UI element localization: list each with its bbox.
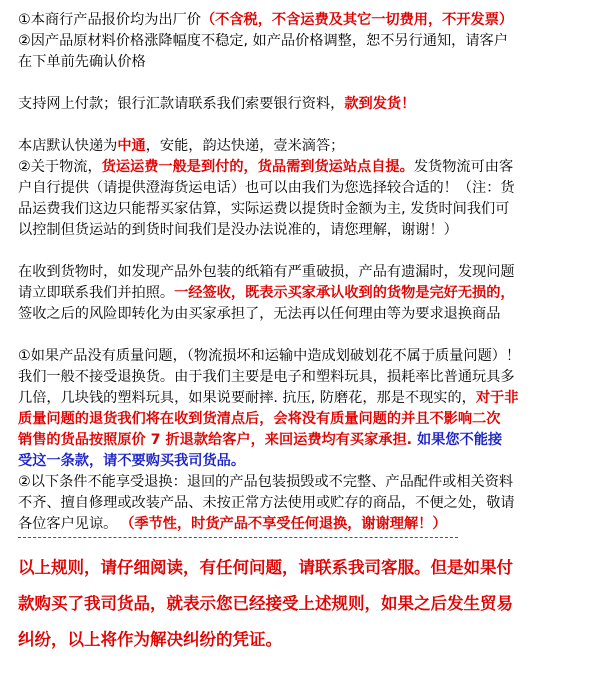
seasonal-note: （季节性，时货产品不享受任何退换，谢谢理解！） (127, 516, 447, 532)
closing-line-3: 纠纷，以上将作为解决纠纷的凭证。 (18, 630, 282, 649)
header-line-3: 在下单前先确认价格 (18, 54, 146, 70)
returns-line-9: 各位客户见谅。 （季节性，时货产品不享受任何退换，谢谢理解！） (18, 516, 447, 532)
closing-line-1: 以上规则，请仔细阅读，有任何问题，请联系我司客服。但是如果付 (18, 558, 513, 577)
freight-note: 货运运费一般是到付的，货品需到货运站点自提。 (101, 159, 414, 175)
shipping-line-1: 本店默认快递为中通，安能，韵达快递，壹米滴答； (18, 138, 345, 154)
closing-line-2: 款购买了我司货品，就表示您已经接受上述规则，如果之后发生贸易 (18, 594, 513, 613)
receipt-line-1: 在收到货物时，如发现产品外包装的纸箱有严重破损，产品有遗漏时，发现问题 (18, 264, 515, 280)
returns-line-3: 几倍，几块钱的塑料玩具，如果说要耐摔. 抗压, 防磨花，那是不现实的，对于非 (18, 390, 519, 406)
receipt-line-2: 请立即联系我们并拍照。一经签收，既表示买家承认收到的货物是完好无损的， (18, 285, 515, 301)
header-line-2: ②因产品原材料价格涨降幅度不稳定, 如产品价格调整，恕不另行通知，请客户 (18, 33, 508, 49)
payment-line: 支持网上付款；银行汇款请联系我们索要银行资料，款到发货！ (18, 96, 416, 112)
receipt-line-3: 签收之后的风险即转化为由买家承担了，无法再以任何理由等为要求退换商品 (18, 306, 501, 322)
shipping-line-4: 品运费我们这边只能帮买家估算，实际运费以提货时金额为主, 发货时间我们可 (18, 201, 510, 217)
returns-line-1: ①如果产品没有质量问题，（物流损坏和运输中造成划破划花不属于质量问题）！ (18, 348, 521, 364)
shipping-line-2: ②关于物流，货运运费一般是到付的，货品需到货运站点自提。发货物流可由客 (18, 159, 514, 175)
policy-document (18, 10, 598, 658)
payment-emphasis: 款到发货！ (344, 96, 416, 112)
shipping-line-5: 以控制但货运站的到货时间我们是没办法说准的，请您理解，谢谢！） (18, 222, 458, 238)
returns-line-4: 质量问题的退货我们将在收到货清点后，会将没有质量问题的并且不影响二次 (18, 411, 501, 427)
closing-notice (18, 550, 598, 658)
header-line-1 (18, 10, 598, 31)
returns-line-2: 我们一般不接受退换货。由于我们主要是电子和塑料玩具，损耗率比普通玩具多 (18, 369, 515, 385)
returns-line-7: ②以下条件不能享受退换：退回的产品包装损毁或不完整、产品配件或相关资料 (18, 474, 514, 490)
returns-line-6: 受这一条款，请不要购买我司货品。 (18, 453, 246, 469)
shipping-line-3: 户自行提供（请提供澄海货运电话）也可以由我们为您选择较合适的！（注：货 (18, 180, 515, 196)
returns-line-8: 不齐、擅自修理或改装产品、未按正常方法使用或贮存的商品，不便之处，敬请 (18, 495, 515, 511)
price-exclusions: （不含税，不含运费及其它一切费用，不开发票） (200, 12, 514, 28)
price-note: ①本商行产品报价均为出厂价 (18, 12, 201, 28)
returns-line-5: 销售的货品按照原价 7 折退款给客户，来回运费均有买家承担. 如果您不能接 (18, 432, 503, 448)
default-courier: 中通 (117, 138, 146, 154)
divider (18, 537, 458, 538)
signoff-note: 一经签收，既表示买家承认收到的货物是完好无损的， (174, 285, 515, 301)
